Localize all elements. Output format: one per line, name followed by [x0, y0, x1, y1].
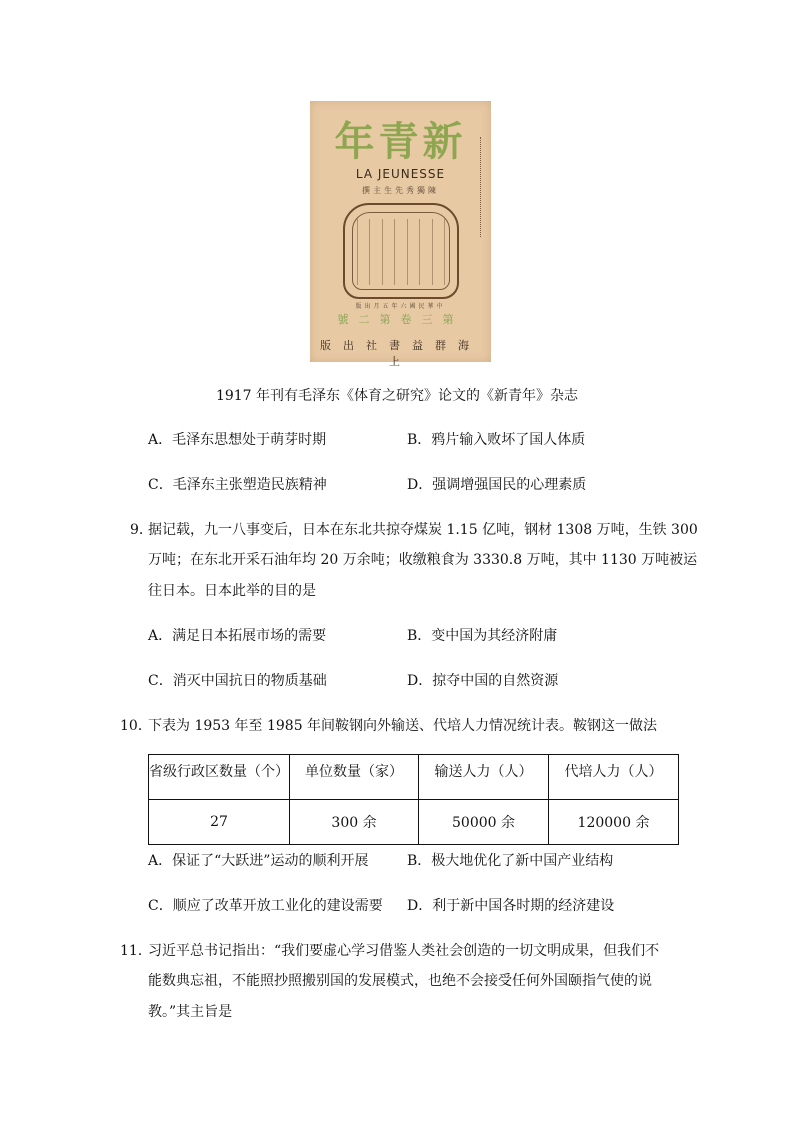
q9-option-c	[148, 671, 327, 691]
option-label: D．	[407, 673, 433, 689]
table-cell: 120000 余	[549, 800, 679, 845]
option-text: 保证了“大跃进”运动的顺利开展	[172, 853, 369, 869]
q11-stem-line-3: 教。”其主旨是	[148, 1004, 233, 1020]
q9-number: 9．	[130, 522, 153, 538]
option-text: 毛泽东思想处于萌芽时期	[172, 432, 327, 448]
option-text: 利于新中国各时期的经济建设	[432, 898, 615, 914]
option-label: C．	[148, 673, 173, 689]
table-header-cell: 代培人力（人）	[549, 755, 679, 800]
cover-subtitle: LA JEUNESSE	[355, 167, 446, 181]
option-label: B．	[407, 432, 432, 448]
option-label: B．	[407, 853, 432, 869]
q8-option-a	[148, 430, 326, 450]
q11-number: 11．	[120, 943, 152, 959]
q8-option-b	[407, 430, 585, 450]
q9-stem-line-1: 据记载，九一八事变后，日本在东北共掠夺煤炭 1.15 亿吨，钢材 1308 万吨，生铁 300	[148, 522, 698, 538]
option-label: C．	[148, 898, 173, 914]
cover-publisher: 版出社書益群海上	[320, 339, 481, 368]
option-label: A．	[148, 853, 173, 869]
q8-option-d	[407, 475, 586, 495]
magazine-cover-image	[310, 101, 491, 368]
q10-option-c	[148, 896, 383, 916]
statistics-table	[148, 754, 679, 845]
option-text: 掠夺中国的自然资源	[432, 673, 559, 689]
q9-stem-line-2: 万吨；在东北开采石油年均 20 万余吨；收缴粮食为 3330.8 万吨，其中 1130 万吨被运	[148, 552, 698, 568]
cover-issue-note: 版出月五年六國民華中	[355, 303, 446, 310]
table-header-cell: 省级行政区数量（个）	[149, 755, 290, 800]
q10-option-b	[407, 851, 613, 871]
option-text: 强调增强国民的心理素质	[432, 477, 587, 493]
q9-stem-line-3: 往日本。日本此举的目的是	[148, 583, 316, 599]
q8-option-c	[148, 475, 327, 495]
table-row	[149, 800, 679, 845]
cover-volume: 號二第卷三第	[337, 313, 464, 326]
q10-option-d	[407, 896, 614, 916]
option-text: 鸦片输入败坏了国人体质	[431, 432, 586, 448]
q10-option-a	[148, 851, 368, 871]
option-text: 顺应了改革开放工业化的建设需要	[172, 898, 383, 914]
option-label: C．	[148, 477, 173, 493]
option-label: A．	[148, 628, 173, 644]
option-label: D．	[407, 898, 433, 914]
q11-stem-line-2: 能数典忘祖，不能照抄照搬别国的发展模式，也绝不会接受任何外国颐指气使的说	[148, 973, 652, 989]
cover-editor-line: 撰主生先秀獨陳	[362, 186, 439, 195]
table-cell: 300 余	[290, 800, 419, 845]
cover-title: 年青新	[334, 118, 467, 165]
q10-stem: 下表为 1953 年至 1985 年间鞍钢向外输送、代培人力情况统计表。鞍钢这一做法	[148, 718, 658, 734]
table-header-cell: 输送人力（人）	[419, 755, 549, 800]
option-label: A．	[148, 432, 173, 448]
option-text: 极大地优化了新中国产业结构	[431, 853, 614, 869]
image-caption: 1917 年刊有毛泽东《体育之研究》论文的《新青年》杂志	[215, 388, 579, 404]
cover-contents-frame	[343, 203, 459, 299]
table-cell: 27	[149, 800, 290, 845]
cover-contents-columns	[357, 219, 445, 285]
option-label: D．	[407, 477, 433, 493]
q10-number: 10．	[120, 718, 152, 734]
cover-side-text-mark	[480, 137, 482, 237]
table-cell: 50000 余	[419, 800, 549, 845]
option-text: 满足日本拓展市场的需要	[172, 628, 327, 644]
table-header-row	[149, 755, 679, 800]
option-text: 毛泽东主张塑造民族精神	[172, 477, 327, 493]
option-text: 变中国为其经济附庸	[431, 628, 558, 644]
q11-stem-line-1: 习近平总书记指出：“我们要虚心学习借鉴人类社会创造的一切文明成果，但我们不	[148, 943, 660, 959]
option-text: 消灭中国抗日的物质基础	[172, 673, 327, 689]
q9-option-b	[407, 626, 557, 646]
q9-option-a	[148, 626, 326, 646]
table-header-cell: 单位数量（家）	[290, 755, 419, 800]
q9-option-d	[407, 671, 558, 691]
option-label: B．	[407, 628, 432, 644]
